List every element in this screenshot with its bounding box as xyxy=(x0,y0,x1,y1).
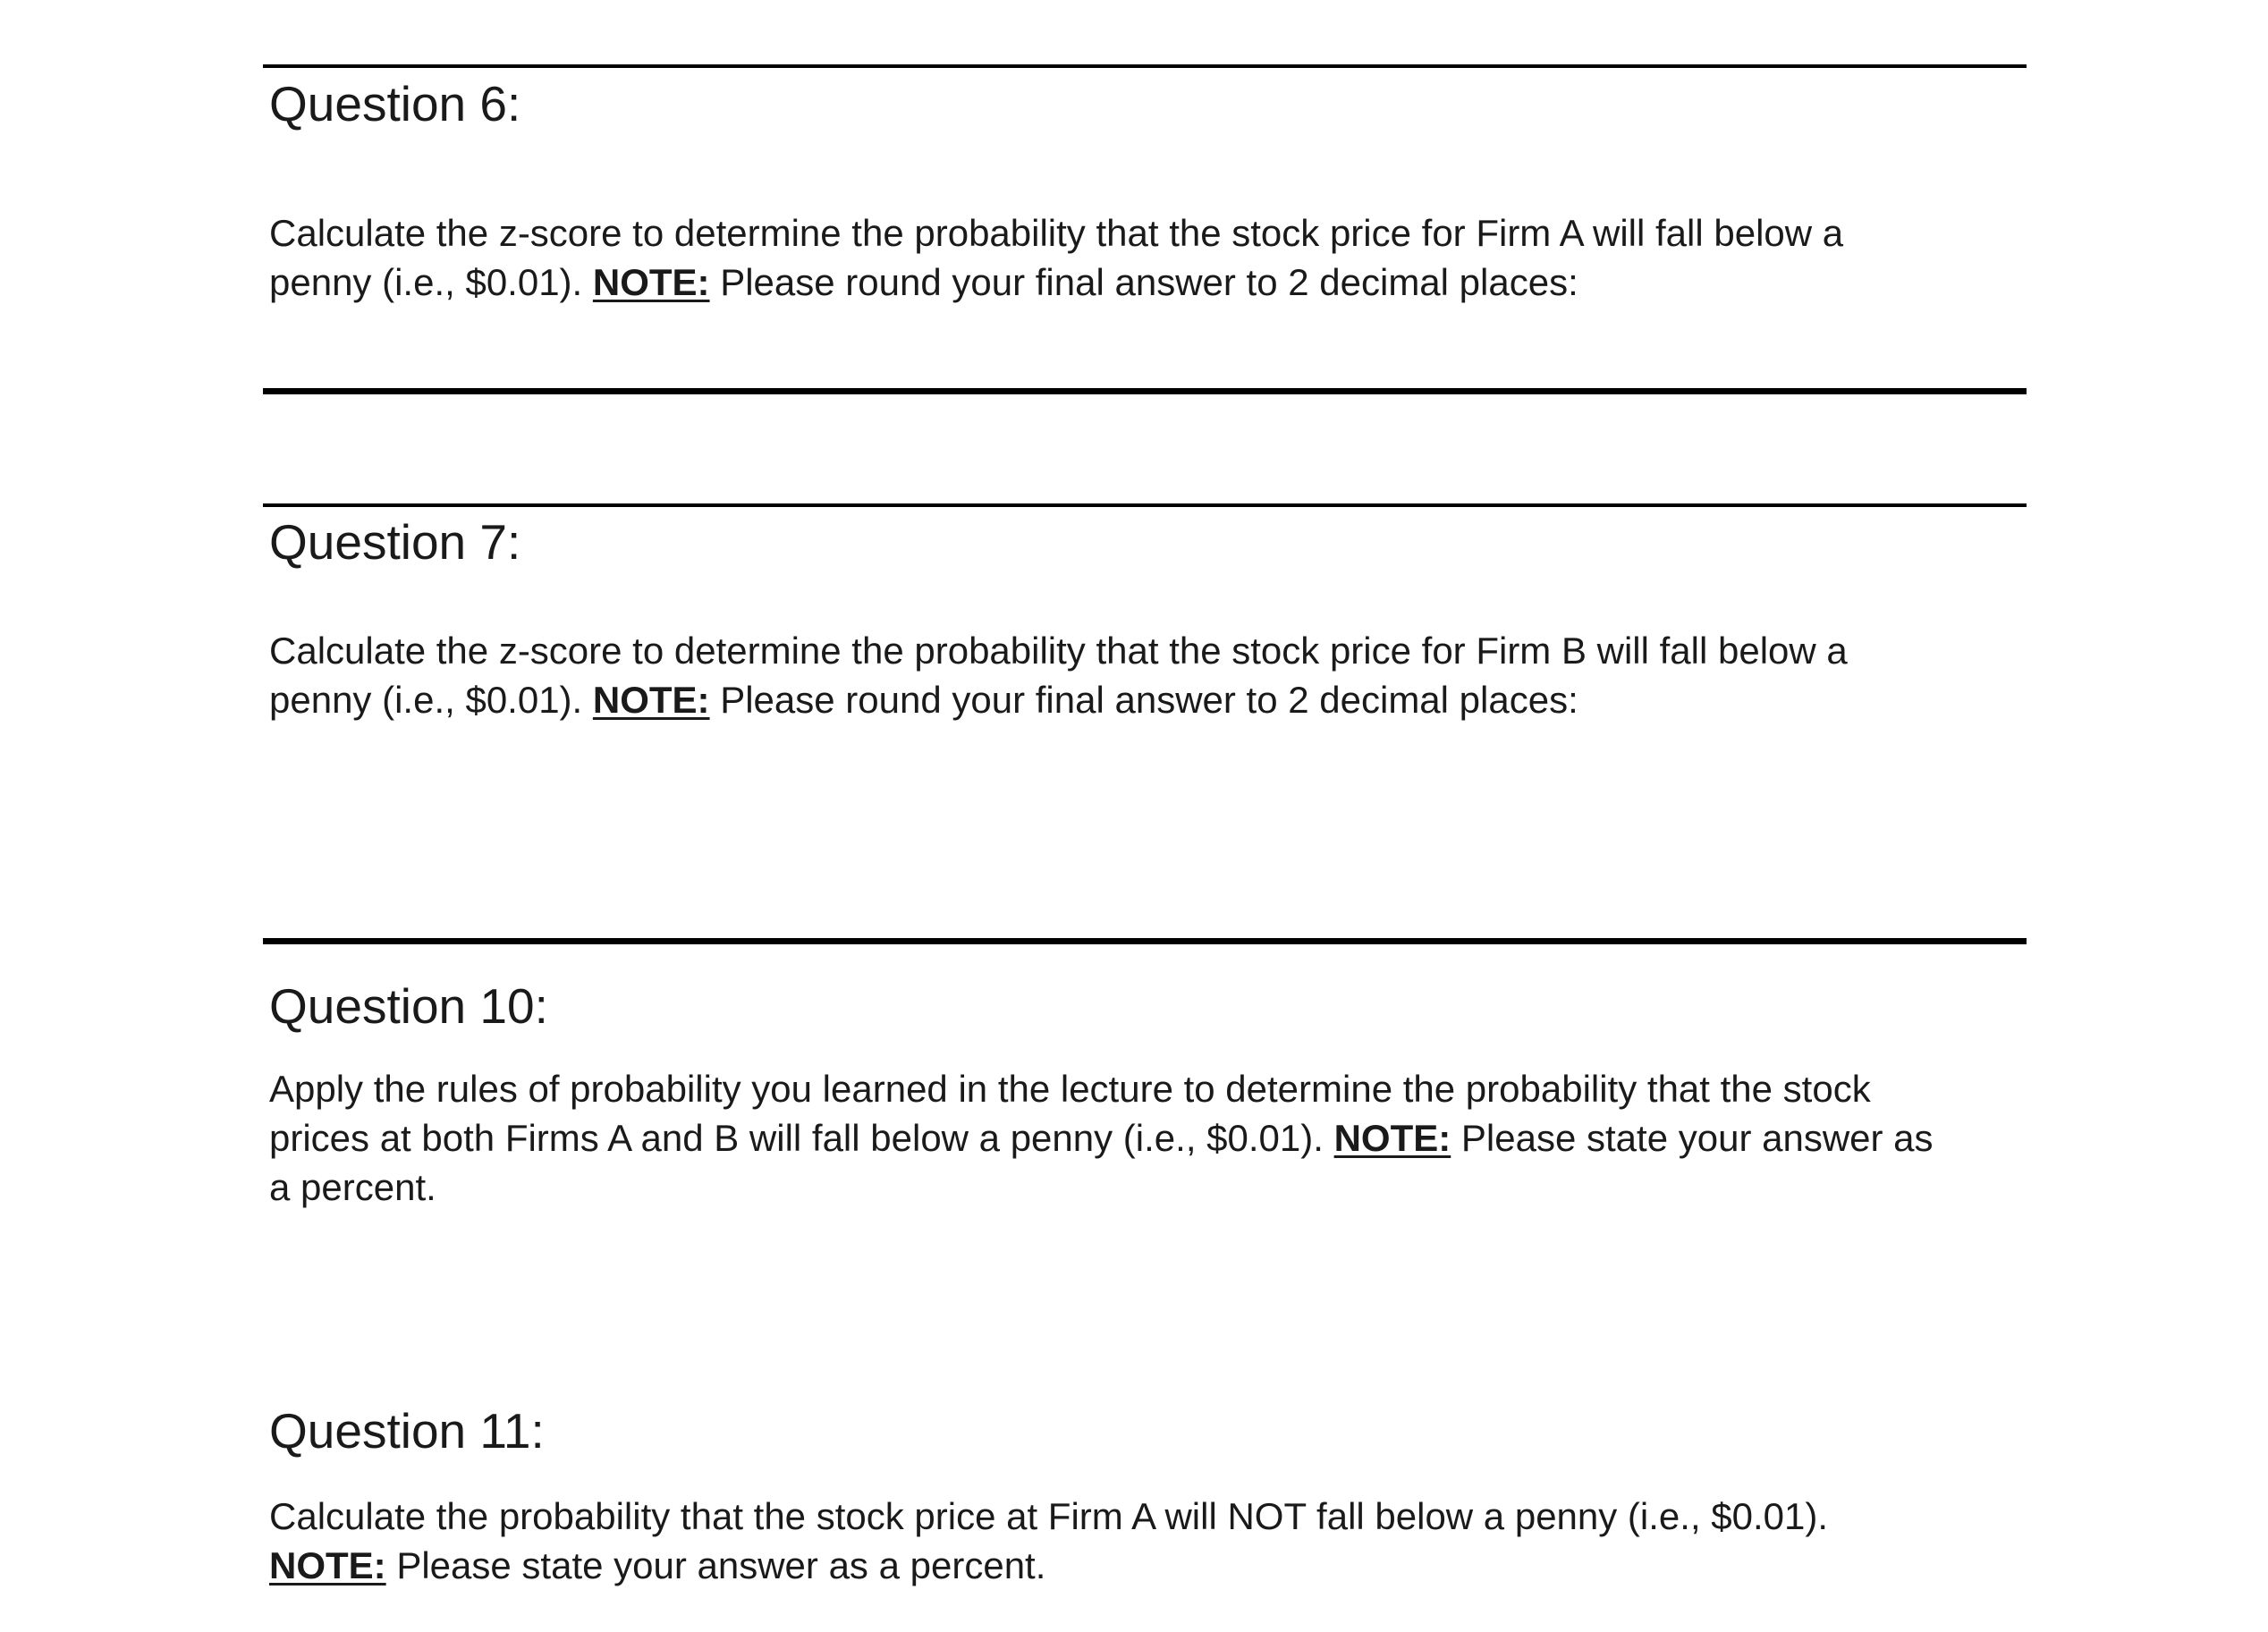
question-10-line-1: Apply the rules of probability you learned in the lecture to determine the probability that the stock xyxy=(269,1068,1871,1110)
question-6-text xyxy=(269,208,1843,307)
divider-top-q10 xyxy=(263,938,2027,944)
question-11-title: Question 11: xyxy=(269,1403,545,1459)
question-7-line-2-end: Please round your final answer to 2 decimal places: xyxy=(709,679,1578,721)
question-10-title: Question 10: xyxy=(269,978,548,1034)
question-10-text xyxy=(269,1064,1934,1212)
question-11-line-2 xyxy=(269,1541,1828,1590)
question-11-note-label: NOTE: xyxy=(269,1544,386,1586)
divider-top-q6 xyxy=(263,64,2027,68)
question-7-line-2-start: penny (i.e., $0.01). xyxy=(269,679,593,721)
question-11-line-2-end: Please state your answer as a percent. xyxy=(385,1544,1046,1586)
question-11-text xyxy=(269,1492,1828,1590)
question-6-line-2-start: penny (i.e., $0.01). xyxy=(269,261,593,303)
question-7-line-1: Calculate the z-score to determine the probability that the stock price for Firm B will fall below a xyxy=(269,630,1848,672)
divider-top-q7 xyxy=(263,503,2027,507)
question-6-line-2-end: Please round your final answer to 2 decimal places: xyxy=(709,261,1578,303)
question-10-line-3: a percent. xyxy=(269,1166,436,1208)
question-6-line-2 xyxy=(269,258,1843,307)
question-7-title: Question 7: xyxy=(269,514,521,570)
question-7-note-label: NOTE: xyxy=(592,679,710,721)
question-10-line-2-start: prices at both Firms A and B will fall below a penny (i.e., $0.01). xyxy=(269,1117,1334,1159)
question-6-line-1: Calculate the z-score to determine the probability that the stock price for Firm A will fall below a xyxy=(269,212,1844,254)
question-6-title: Question 6: xyxy=(269,76,521,131)
answer-line-q6 xyxy=(263,388,2027,394)
question-10-note-label: NOTE: xyxy=(1333,1117,1451,1159)
question-7-text xyxy=(269,626,1848,724)
question-7-line-2 xyxy=(269,675,1848,724)
question-10-line-2 xyxy=(269,1113,1934,1163)
question-10-line-2-end: Please state your answer as xyxy=(1451,1117,1934,1159)
question-11-line-1: Calculate the probability that the stock price at Firm A will NOT fall below a penny (i.e., $0.01). xyxy=(269,1495,1829,1537)
question-6-note-label: NOTE: xyxy=(592,261,710,303)
